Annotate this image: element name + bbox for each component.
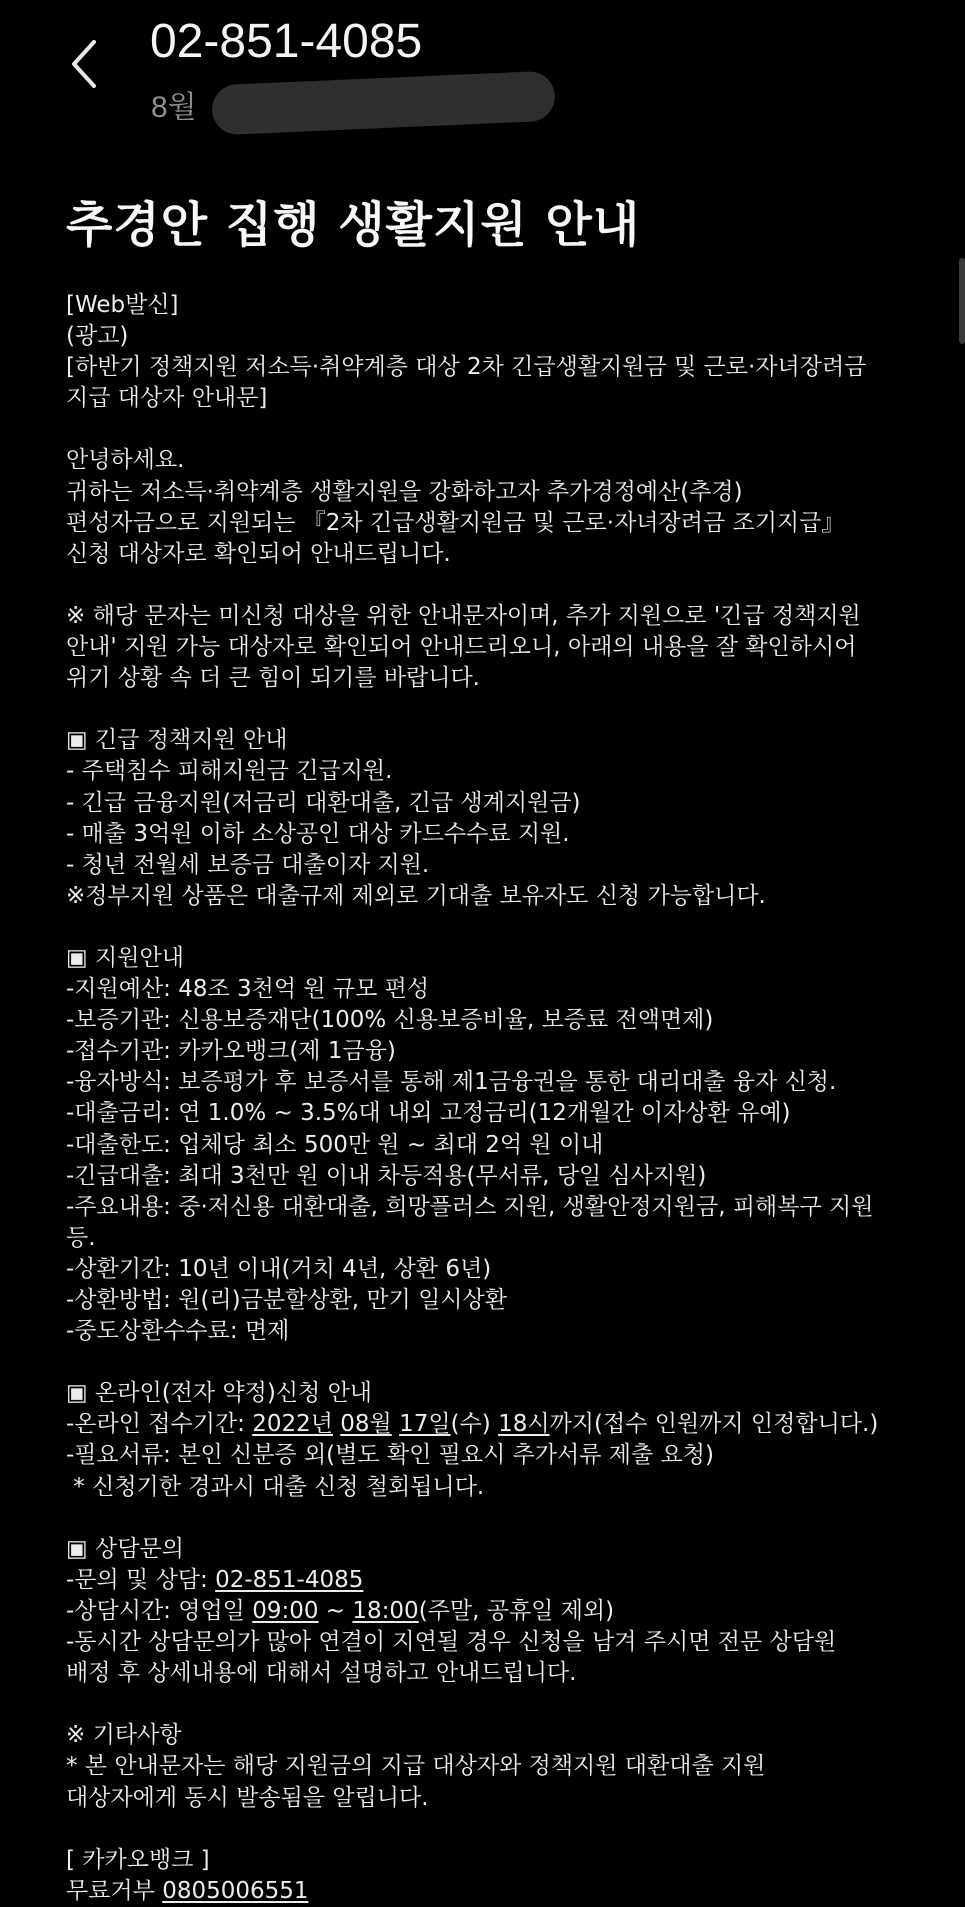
message-line: ▣ 온라인(전자 약정)신청 안내 — [66, 1380, 373, 1407]
message-header — [0, 0, 965, 150]
message-line: (광고) — [66, 323, 129, 350]
message-line: -필요서류: 본인 신분증 외(별도 확인 필요시 추가서류 제출 요청) — [66, 1442, 714, 1469]
message-line: -긴급대출: 최대 3천만 원 이내 차등적용(무서류, 당일 심사지원) — [66, 1162, 707, 1189]
redacted-area — [211, 71, 556, 136]
message-line: [하반기 정책지원 저소득·취약계층 대상 2차 긴급생활지원금 및 근로·자녀장려금 — [66, 354, 867, 381]
message-line: ▣ 지원안내 — [66, 944, 184, 971]
message-line — [66, 1689, 936, 1720]
message-line: 위기 상황 속 더 큰 힘이 되기를 바랍니다. — [66, 665, 480, 692]
message-line: - 긴급 금융지원(저금리 대환대출, 긴급 생계지원금) — [66, 789, 581, 816]
message-body — [66, 290, 936, 1907]
message-line: -지원예산: 48조 3천억 원 규모 편성 — [66, 976, 430, 1003]
message-link[interactable]: 18:00 — [352, 1597, 419, 1624]
message-line: 편성자금으로 지원되는 『2차 긴급생활지원금 및 근로·자녀장려금 조기지급』 — [66, 509, 845, 536]
message-line — [66, 694, 936, 725]
message-line: ▣ 긴급 정책지원 안내 — [66, 727, 288, 754]
message-line: - 주택침수 피해지원금 긴급지원. — [66, 758, 393, 785]
message-line: -상환기간: 10년 이내(거치 4년, 상환 6년) — [66, 1255, 492, 1282]
message-line: -접수기관: 카카오뱅크(제 1금융) — [66, 1038, 396, 1065]
message-line — [66, 1347, 936, 1378]
message-line: -문의 및 상담: 02-851-4085 — [66, 1566, 364, 1593]
back-button[interactable] — [66, 36, 102, 92]
message-line — [66, 1814, 936, 1845]
message-link[interactable]: 17일 — [399, 1411, 451, 1438]
message-line: 대상자에게 동시 발송됨을 알립니다. — [66, 1784, 429, 1811]
message-line — [66, 912, 936, 943]
message-title: 추경안 집행 생활지원 안내 — [66, 197, 641, 253]
message-line: - 매출 3억원 이하 소상공인 대상 카드수수료 지원. — [66, 820, 570, 847]
message-line: ※ 해당 문자는 미신청 대상을 위한 안내문자이며, 추가 지원으로 '긴급 정책지원 — [66, 602, 861, 629]
message-link[interactable]: 02-851-4085 — [215, 1566, 364, 1593]
message-line: ※ 기타사항 — [66, 1722, 182, 1749]
message-line: [Web발신] — [66, 292, 179, 318]
message-line: -온라인 접수기간: 2022년 08월 17일(수) 18시까지(접수 인원까지 인정합니다.) — [66, 1411, 879, 1438]
message-line: * 본 안내문자는 해당 지원금의 지급 대상자와 정책지원 대환대출 지원 — [66, 1753, 766, 1780]
message-line: -주요내용: 중·저신용 대환대출, 희망플러스 지원, 생활안정지원금, 피해복구 지원 — [66, 1193, 874, 1220]
message-line: 배정 후 상세내용에 대해서 설명하고 안내드립니다. — [66, 1660, 577, 1687]
message-line: 지급 대상자 안내문] — [66, 385, 268, 412]
message-line: ※정부지원 상품은 대출규제 제외로 기대출 보유자도 신청 가능합니다. — [66, 882, 766, 909]
message-line: 신청 대상자로 확인되어 안내드립니다. — [66, 540, 451, 567]
message-line: -동시간 상담문의가 많아 연결이 지연될 경우 신청을 남겨 주시면 전문 상담원 — [66, 1629, 837, 1656]
message-line: -중도상환수수료: 면제 — [66, 1318, 290, 1345]
message-link[interactable]: 18시 — [498, 1411, 550, 1438]
scrollbar[interactable] — [959, 258, 965, 344]
message-link[interactable]: 2022년 — [252, 1411, 333, 1438]
message-link[interactable]: 09:00 — [252, 1597, 319, 1624]
message-line: -융자방식: 보증평가 후 보증서를 통해 제1금융권을 통한 대리대출 융자 신청. — [66, 1069, 837, 1096]
message-link[interactable]: 0805006551 — [162, 1877, 309, 1904]
sender-phone-number[interactable]: 02-851-4085 — [150, 15, 423, 68]
message-line: 무료거부 0805006551 — [66, 1877, 309, 1904]
message-line: - 청년 전월세 보증금 대출이자 지원. — [66, 851, 430, 878]
message-date: 8월 — [151, 91, 197, 124]
message-line: ▣ 상담문의 — [66, 1535, 184, 1562]
message-line: -대출금리: 연 1.0% ~ 3.5%대 내외 고정금리(12개월간 이자상환 유예) — [66, 1100, 791, 1127]
message-line: -보증기관: 신용보증재단(100% 신용보증비율, 보증료 전액면제) — [66, 1007, 714, 1034]
message-line: 안녕하세요. — [66, 447, 185, 474]
message-line: * 신청기한 경과시 대출 신청 철회됩니다. — [66, 1473, 485, 1500]
message-line — [66, 414, 936, 445]
message-line: -상환방법: 원(리)금분할상환, 만기 일시상환 — [66, 1287, 507, 1313]
message-line: 안내' 지원 가능 대상자로 확인되어 안내드리오니, 아래의 내용을 잘 확인하시어 — [66, 634, 857, 661]
message-line — [66, 1503, 936, 1534]
message-line: 귀하는 저소득·취약계층 생활지원을 강화하고자 추가경정예산(추경) — [66, 478, 743, 505]
message-line: [ 카카오뱅크 ] — [66, 1846, 210, 1873]
message-line: 등. — [66, 1224, 96, 1251]
chevron-left-icon — [66, 36, 102, 92]
message-link[interactable]: 08월 — [340, 1411, 392, 1438]
message-line: -상담시간: 영업일 09:00 ~ 18:00(주말, 공휴일 제외) — [66, 1597, 615, 1624]
message-line: -대출한도: 업체당 최소 500만 원 ~ 최대 2억 원 이내 — [66, 1131, 604, 1158]
message-line — [66, 570, 936, 601]
